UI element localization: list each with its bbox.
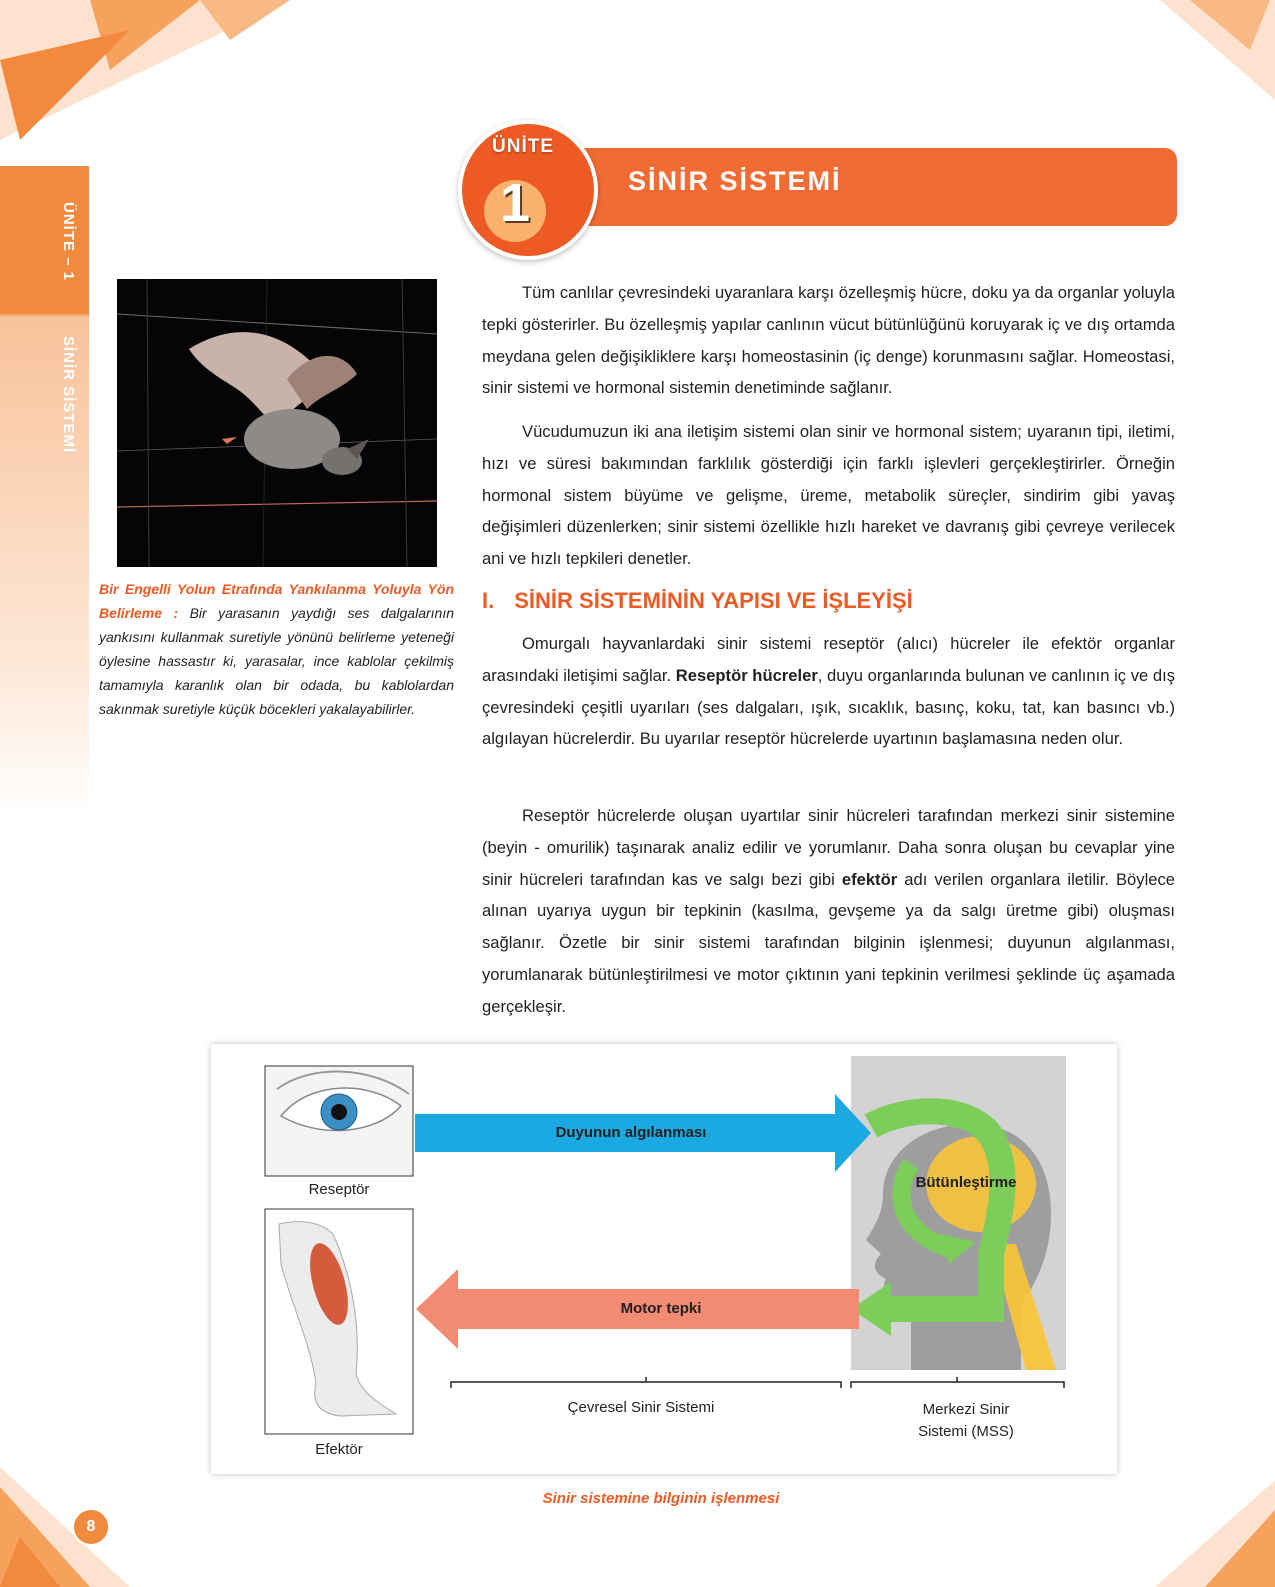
corner-decoration-top-left (0, 0, 300, 150)
unit-label: ÜNİTE (492, 136, 554, 157)
pns-brace (451, 1377, 841, 1388)
motor-arrow-label: Motor tepki (620, 1300, 702, 1317)
section-paragraph-2: Reseptör hücrelerde oluşan uyartılar sinir hücreleri tarafından merkezi sinir sistemine (beyin - omurilik) taşınarak analiz edilir ve yorumlanır. Daha sonra oluşan bu cevaplar yine sinir hücreleri tarafından kas ve salgı bezi gibi efektör adı verilen organlara iletilir. Böylece alınan uyarıya uygun bir tepkinin (kasılma, gevşeme ya da salgı üretme gibi) oluşması sağlanır. Özetle bir sinir sistemi tarafından bilginin işlenmesi; duyunun algılanması, yorumlanarak bütünleştirilmesi ve motor çıktının yani tepkinin verilmesi şeklinde üç aşamada gerçekleşir. (482, 806, 1176, 1016)
bat-caption-title: Bir Engelli Yolun Etrafında Yankılanma Yoluyla Yön Belirleme : (99, 581, 454, 621)
intro-paragraph-1: Tüm canlılar çevresindeki uyaranlara karşı özelleşmiş hücre, doku ya da organlar yoluyla tepki gösterirler. Bu özelleşmiş yapılar canlının vücut bütünlüğünü koruyarak iç ve dış ortamda meydana gelen değişikliklere karşı homeostasinin (iç denge) korunmasını sağlar. Homeostasi, sinir sistemi ve hormonal sistemin denetiminde sağlanır. (482, 283, 1175, 398)
pns-label: Çevresel Sinir Sistemi (567, 1399, 715, 1416)
bat-caption (99, 577, 454, 721)
effector-label: Efektör (315, 1441, 363, 1458)
bat-photo (117, 279, 437, 567)
side-title-label: SİNİR SİSTEMİ (60, 336, 77, 454)
nervous-system-diagram (211, 1044, 1117, 1474)
diagram-caption: Sinir sistemine bilginin işlenmesi (542, 1490, 780, 1507)
section-heading (482, 588, 913, 614)
cns-label: Merkezi Sinir Sistemi (MSS) (918, 1401, 1014, 1440)
section-title: SİNİR SİSTEMİNİN YAPISI VE İŞLEYİŞİ (514, 588, 913, 613)
integration-label: Bütünleştirme (915, 1174, 1017, 1191)
side-tab (0, 166, 89, 816)
receptor-label: Reseptör (308, 1181, 370, 1198)
page-number: 8 (72, 1508, 110, 1546)
sensory-arrow-label: Duyunun algılanması (555, 1124, 707, 1141)
corner-decoration-top-right (1130, 0, 1275, 110)
corner-decoration-bottom-right (1125, 1480, 1275, 1587)
unit-number: 1 (499, 173, 531, 233)
section-number: I. (482, 588, 495, 613)
unit-title: SİNİR SİSTEMİ (628, 166, 842, 196)
bat-caption-text: Bir yarasanın yaydığı ses dalgalarının yankısını kullanmak suretiyle yönünü belirleme yeteneği öylesine hassastır ki, yarasalar, ince kablolar çekilmiş tamamıyla karanlık olan bir odada, bu kablolardan sakınmak suretiyle küçük böcekleri yakalayabilirler. (99, 605, 454, 717)
cns-brace (851, 1377, 1064, 1388)
side-unit-label: ÜNİTE – 1 (60, 202, 77, 282)
bat-illustration (117, 279, 437, 567)
intro-paragraph-2: Vücudumuzun iki ana iletişim sistemi olan sinir ve hormonal sistem; uyaranın tipi, iletimi, hızı ve süresi bakımından farklılık gösterdiği için farklı işlevleri gerçekleştirirler. Örneğin hormonal sistem büyüme ve gelişme, üreme, metabolik süreçler, sindirim gibi yavaş değişimleri düzenlerken; sinir sistemi özellikle hızlı hareket ve davranış gibi çevreye verilecek ani ve hızlı tepkileri denetler. (482, 422, 1175, 569)
corner-decoration-bottom-left (0, 1447, 140, 1587)
section-paragraph-1: Omurgalı hayvanlardaki sinir sistemi reseptör (alıcı) hücreler ile efektör organlar arasındaki iletişimi sağlar. Reseptör hücreler, duyu organlarında bulunan ve canlının iç ve dış çevresindeki çeşitli uyarıları (ses dalgaları, ışık, sıcaklık, basınç, koku, tat, kan basıncı vb.) algılayan hücrelerdir. Bu uyarılar reseptör hücrelerde uyartının başlamasına neden olur. (482, 634, 1175, 749)
